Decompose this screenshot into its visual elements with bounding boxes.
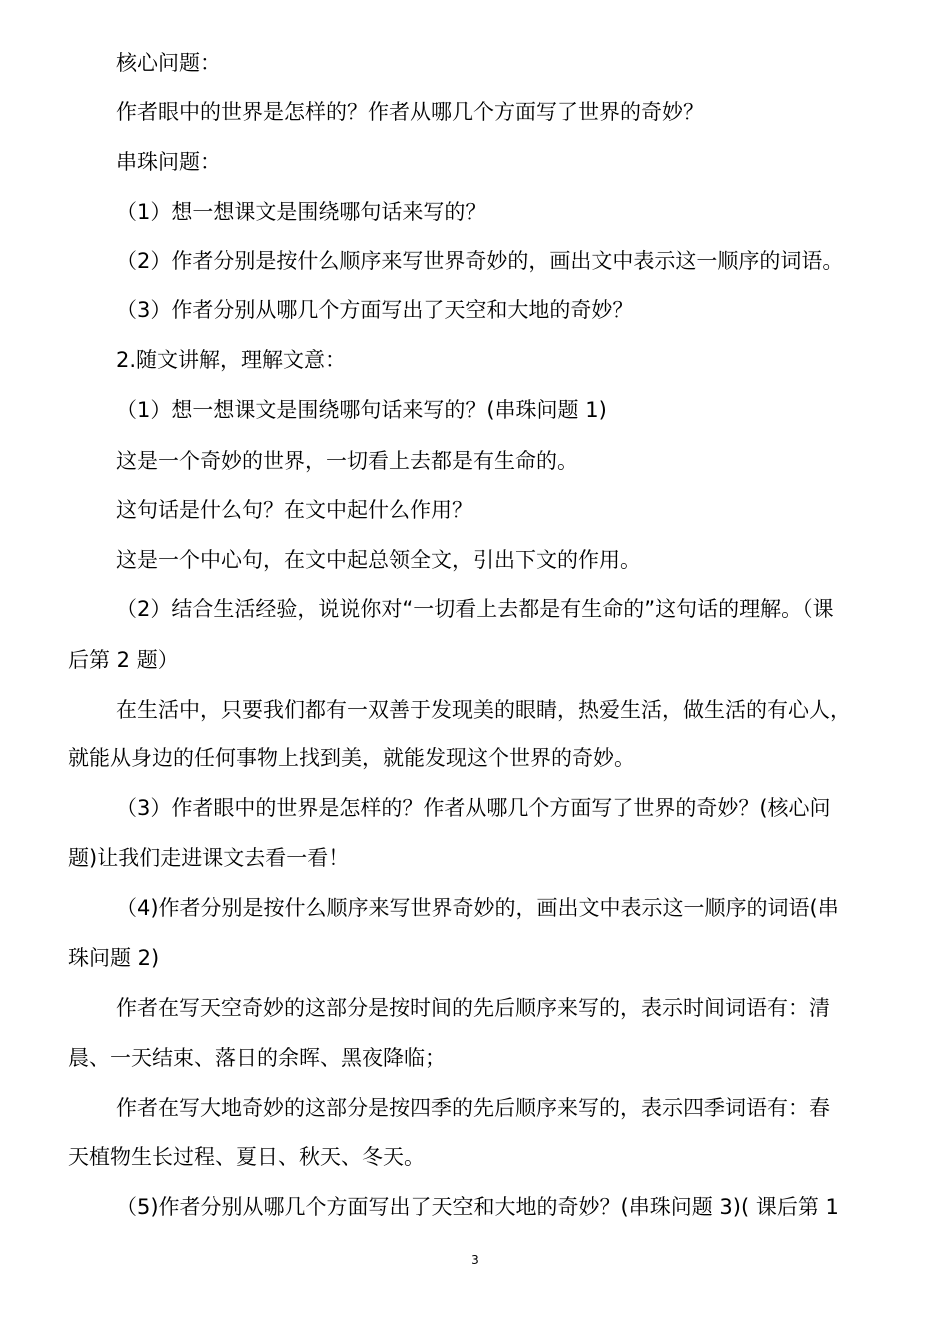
text-line: 作者在写天空奇妙的这部分是按时间的先后顺序来写的，表示时间词语有：清 xyxy=(116,996,830,1020)
text-line: （1）想一想课文是围绕哪句话来写的？(串珠问题 1) xyxy=(116,398,607,422)
text-line: （2）作者分别是按什么顺序来写世界奇妙的，画出文中表示这一顺序的词语。 xyxy=(116,249,844,273)
text-line: （2）结合生活经验，说说你对“一切看上去都是有生命的”这句话的理解。（课 xyxy=(116,597,834,621)
text-line: 核心问题： xyxy=(116,51,221,75)
text-line: 作者眼中的世界是怎样的？作者从哪几个方面写了世界的奇妙？ xyxy=(116,100,704,124)
text-line: 晨、一天结束、落日的余晖、黑夜降临； xyxy=(68,1046,446,1070)
text-line: （1）想一想课文是围绕哪句话来写的？ xyxy=(116,200,487,224)
page-number: 3 xyxy=(471,1253,479,1267)
text-line: （3）作者眼中的世界是怎样的？作者从哪几个方面写了世界的奇妙？(核心问 xyxy=(116,796,831,820)
text-line: 珠问题 2) xyxy=(68,946,160,970)
text-line: 就能从身边的任何事物上找到美，就能发现这个世界的奇妙。 xyxy=(68,746,635,770)
text-line: 作者在写大地奇妙的这部分是按四季的先后顺序来写的，表示四季词语有：春 xyxy=(116,1096,830,1120)
text-line: 这是一个奇妙的世界，一切看上去都是有生命的。 xyxy=(116,449,578,473)
text-line: 这句话是什么句？在文中起什么作用？ xyxy=(116,498,473,522)
text-line: 2.随文讲解，理解文意： xyxy=(116,348,347,372)
text-line: 题)让我们走进课文去看一看！ xyxy=(68,846,350,870)
text-line: 这是一个中心句，在文中起总领全文，引出下文的作用。 xyxy=(116,548,641,572)
text-line: 后第 2 题） xyxy=(68,648,179,672)
text-line: （5)作者分别从哪几个方面写出了天空和大地的奇妙？(串珠问题 3)( 课后第 1 xyxy=(116,1195,839,1219)
text-line: 串珠问题： xyxy=(116,150,221,174)
text-line: 在生活中，只要我们都有一双善于发现美的眼睛，热爱生活，做生活的有心人， xyxy=(116,698,851,722)
text-line: 天植物生长过程、夏日、秋天、冬天。 xyxy=(68,1145,425,1169)
text-line: （4)作者分别是按什么顺序来写世界奇妙的，画出文中表示这一顺序的词语(串 xyxy=(116,896,839,920)
text-line: （3）作者分别从哪几个方面写出了天空和大地的奇妙？ xyxy=(116,298,634,322)
